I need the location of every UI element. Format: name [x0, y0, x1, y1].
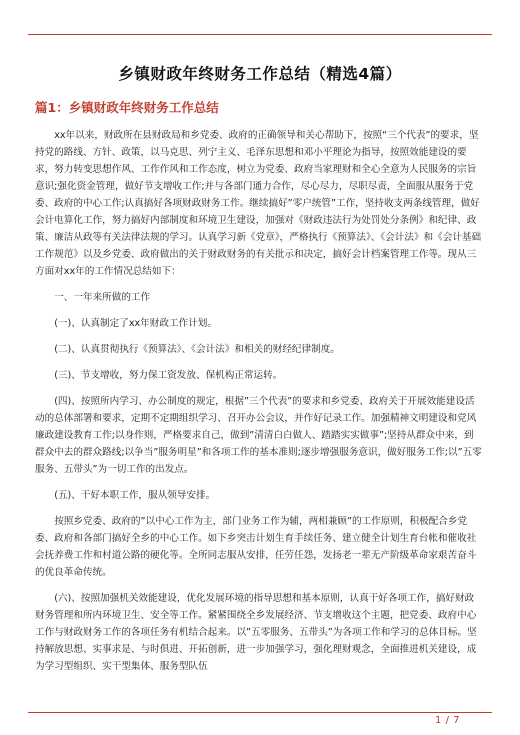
intro-paragraph: xx年以来，财政所在县财政局和乡党委、政府的正确领导和关心帮助下，按照“三个代表”的要求，坚持党的路线、方针、政策，以马克思、列宁主义、毛泽东思想和邓小平理论为指导，按照效能建设的要求，努力转变思想作风、工作作风和工作态度，树立为党委、政府当家理财和全心全意为人民服务的宗旨意识;强化资金管理，做好节支增收工作;并与各部门通力合作，尽心尽力，尽职尽责，全面服从服务于党委、政府的中心工作;认真搞好各项财政财务工作。继续搞好”零户统管”工作，坚持收支两条线管理，做好会计电算化工作，努力搞好内部制度和环境卫生建设，加强对《财政违法行为处罚处分条例》和纪律、政策、廉洁从政等有关法律法规的学习。认真学习新《党章》，严格执行《预算法》、《会计法》和《会计基础工作规范》以及乡党委、政府做出的关于财政财务的有关批示和决定，搞好会计档案管理工作等。现从三方面对xx年的工作情况总结如下：: [35, 130, 482, 277]
list-item: (五)、干好本职工作，服从领导安排。: [54, 490, 216, 501]
section-heading: 篇1：乡镇财政年终财务工作总结: [35, 100, 219, 115]
part-one-heading: 一、一年来所做的工作: [54, 292, 151, 303]
document-title: 乡镇财政年终财务工作总结（精选4篇）: [118, 65, 402, 83]
item-four-paragraph: (四)、按照所内学习、办公制度的规定，根据”三个代表”的要求和乡党委、政府关于开展效能建设活动的总体部署和要求，定期不定期组织学习、召开办公会议，并作好记录工作。加强精神文明建设和党风廉政建设教育工作;以身作则，严格要求自己，做到”清清白白做人、踏踏实实做事”;坚持从群众中来，到群众中去的群众路线;以争当”服务明星”和各项工作的基本准则;逐步增强服务意识，做好服务工作;以”五零服务、五带头”为一切工作的出发点。: [35, 396, 482, 475]
center-work-paragraph: 按照乡党委、政府的”以中心工作为主，部门业务工作为辅，两相兼顾”的工作原则，积极配合乡党委、政府和各部门搞好全乡的中心工作。如下乡突击计划生育手续任务、建立健全计划生育台帐和催收社会抚养费工作和村道公路的硬化等。全所同志服从安排，任劳任怨，发扬老一辈无产阶级革命家艰苦奋斗的优良革命传统。: [35, 516, 477, 578]
list-item: (三)、节支增收，努力保工资发放、保机构正常运转。: [54, 370, 283, 381]
item-six-paragraph: (六)、按照加强机关效能建设，优化发展环境的指导思想和基本原则，认真干好各项工作，搞好财政财务管理和所内环境卫生、安全等工作。紧紧围绕全乡发展经济、节支增收这个主题，把党委、政府中心工作与财政财务工作的各项任务有机结合起来。以”五零服务、五带头”为各项工作和学习的总体目标。坚持解放思想、实事求是、与时俱进、开拓创新，进一步加强学习，强化理财观念，全面推进机关建设，成为学习型组织、实干型集体、服务型队伍: [35, 593, 477, 672]
header-rule: [28, 34, 492, 35]
document-body: [35, 127, 483, 675]
list-item: (一)、认真制定了xx年财政工作计划。: [54, 318, 217, 329]
page-number: 1 / 7: [435, 715, 460, 726]
footer-rule: [28, 712, 492, 713]
list-item: (二)、认真贯彻执行《预算法》、《会计法》和相关的财经纪律制度。: [54, 344, 340, 355]
